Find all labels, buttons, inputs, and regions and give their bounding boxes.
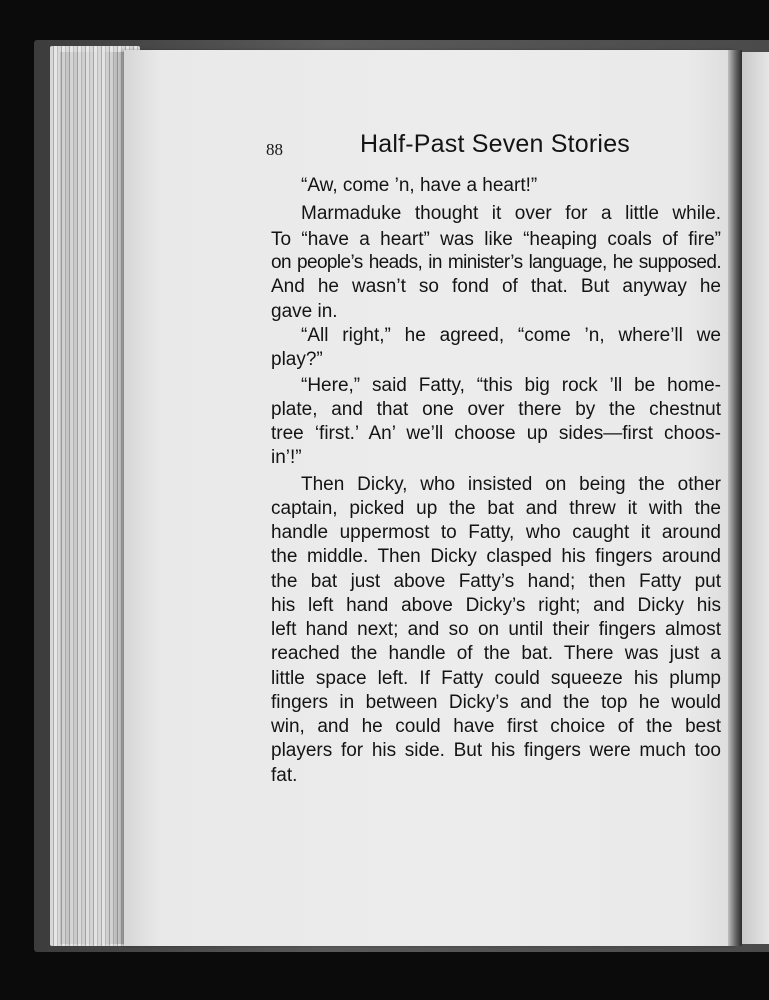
text-line: “Here,” said Fatty, “this big rock ’ll be home- (301, 375, 721, 396)
text-line: gave in. (271, 301, 338, 322)
facing-page-edge (742, 52, 769, 944)
text-line: handle uppermost to Fatty, who caught it around (271, 522, 721, 543)
text-line: little space left. If Fatty could squeeze his plump (271, 668, 721, 689)
text-line: on people’s heads, in minister’s language, he supposed. (271, 252, 721, 273)
page-number: 88 (266, 140, 283, 159)
text-line: tree ‘first.’ An’ we’ll choose up sides—first choos- (271, 423, 721, 444)
text-line: play?” (271, 349, 323, 370)
text-line: Then Dicky, who insisted on being the other (301, 474, 721, 495)
text-line: win, and he could have first choice of the best (271, 716, 721, 737)
text-line: plate, and that one over there by the chestnut (271, 399, 721, 420)
text-line: the middle. Then Dicky clasped his fingers around (271, 546, 721, 567)
text-line: reached the handle of the bat. There was just a (271, 643, 721, 664)
text-line: Marmaduke thought it over for a little while. (301, 203, 721, 224)
text-line: To “have a heart” was like “heaping coals of fire” (271, 229, 721, 250)
text-line: “All right,” he agreed, “come ’n, where’ll we (301, 325, 721, 346)
text-line: fat. (271, 765, 298, 786)
running-head: Half-Past Seven Stories (360, 130, 630, 158)
text-line: in’!” (271, 447, 302, 468)
text-line: “Aw, come ’n, have a heart!” (301, 175, 538, 196)
text-line: fingers in between Dicky’s and the top he would (271, 692, 721, 713)
text-line: captain, picked up the bat and threw it with the (271, 498, 721, 519)
text-line: the bat just above Fatty’s hand; then Fatty put (271, 571, 721, 592)
page-edges-shadow (60, 52, 130, 944)
text-line: players for his side. But his fingers were much too (271, 740, 721, 761)
text-line: his left hand above Dicky’s right; and Dicky his (271, 595, 721, 616)
book-gutter (728, 50, 742, 946)
text-line: And he wasn’t so fond of that. But anyway he (271, 276, 721, 297)
text-line: left hand next; and so on until their fingers almost (271, 619, 721, 640)
